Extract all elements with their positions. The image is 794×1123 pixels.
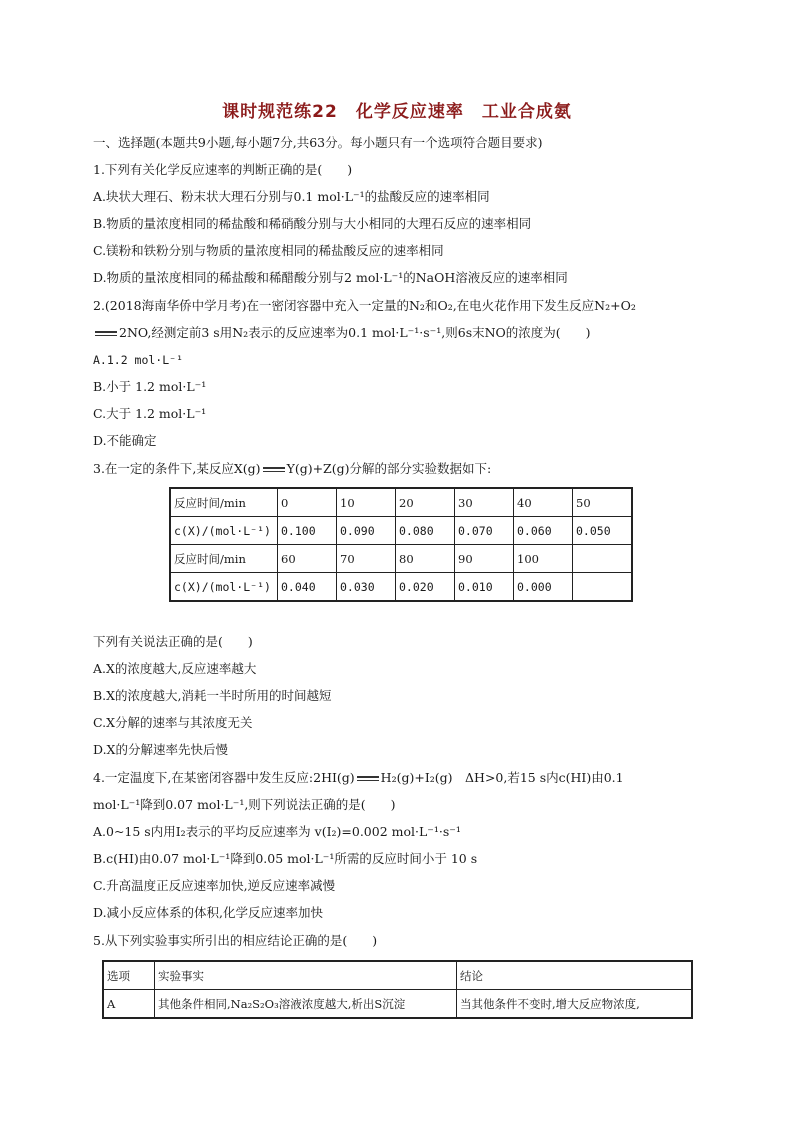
q4-option-a: A.0~15 s内用I₂表示的平均反应速率为 v(I₂)=0.002 mol·L⁻¹·s⁻¹ xyxy=(93,824,461,839)
q1-option-c: C.镁粉和铁粉分别与物质的量浓度相同的稀盐酸反应的速率相同 xyxy=(93,243,444,258)
q4-stem-line1 xyxy=(93,770,624,786)
table-cell: 0.070 xyxy=(455,517,514,545)
table-header-cell: 选项 xyxy=(103,961,155,990)
q3-option-b: B.X的浓度越大,消耗一半时所用的时间越短 xyxy=(93,688,332,703)
q3-option-c: C.X分解的速率与其浓度无关 xyxy=(93,715,253,730)
equilibrium-arrow-icon xyxy=(357,776,379,781)
table-row xyxy=(103,961,692,990)
q2-option-b: B.小于 1.2 mol·L⁻¹ xyxy=(93,379,207,394)
q3-stem-part1: 3.在一定的条件下,某反应X(g) xyxy=(93,461,261,476)
q3-stem xyxy=(93,461,491,477)
table-row xyxy=(170,573,632,602)
table-cell: 50 xyxy=(573,488,633,517)
table-cell: 反应时间/min xyxy=(170,488,278,517)
q4-stem-part2: H₂(g)+I₂(g) ΔH>0,若15 s内c(HI)由0.1 xyxy=(380,770,624,785)
table-row xyxy=(170,517,632,545)
q4-stem-line2: mol·L⁻¹降到0.07 mol·L⁻¹,则下列说法正确的是( ) xyxy=(93,797,396,812)
q3-option-a: A.X的浓度越大,反应速率越大 xyxy=(93,661,257,676)
q2-option-d: D.不能确定 xyxy=(93,433,157,448)
table-cell: 60 xyxy=(278,545,337,573)
table-header-cell: 结论 xyxy=(457,961,693,990)
table-cell: 20 xyxy=(396,488,455,517)
table-cell: 10 xyxy=(337,488,396,517)
table-cell: c(X)/(mol·L⁻¹) xyxy=(170,517,278,545)
table-cell: 0.030 xyxy=(337,573,396,602)
table-cell xyxy=(573,573,633,602)
table-cell: 反应时间/min xyxy=(170,545,278,573)
table-cell xyxy=(573,545,633,573)
table-cell: 0 xyxy=(278,488,337,517)
q2-stem-line2 xyxy=(93,325,591,341)
table-cell: 30 xyxy=(455,488,514,517)
table-cell: 0.060 xyxy=(514,517,573,545)
table-cell: 其他条件相同,Na₂S₂O₃溶液浓度越大,析出S沉淀 xyxy=(155,990,457,1019)
q4-option-b: B.c(HI)由0.07 mol·L⁻¹降到0.05 mol·L⁻¹所需的反应时间小于 10 s xyxy=(93,851,478,866)
table-cell: 70 xyxy=(337,545,396,573)
q2-option-c: C.大于 1.2 mol·L⁻¹ xyxy=(93,406,207,421)
table-row xyxy=(170,545,632,573)
table-cell: 0.020 xyxy=(396,573,455,602)
q4-option-c: C.升高温度正反应速率加快,逆反应速率减慢 xyxy=(93,878,336,893)
table-cell: 0.090 xyxy=(337,517,396,545)
table-cell: A xyxy=(103,990,155,1019)
q1-option-a: A.块状大理石、粉末状大理石分别与0.1 mol·L⁻¹的盐酸反应的速率相同 xyxy=(93,189,490,204)
table-cell: 100 xyxy=(514,545,573,573)
section-header: 一、选择题(本题共9小题,每小题7分,共63分。每小题只有一个选项符合题目要求) xyxy=(93,135,543,150)
page-title: 课时规范练22 化学反应速率 工业合成氨 xyxy=(222,102,572,122)
q1-stem: 1.下列有关化学反应速率的判断正确的是( ) xyxy=(93,162,353,177)
table-row xyxy=(170,488,632,517)
q3-stem-part2: Y(g)+Z(g)分解的部分实验数据如下: xyxy=(286,461,492,476)
q2-option-a: A.1.2 mol·L⁻¹ xyxy=(93,353,184,367)
table-header-cell: 实验事实 xyxy=(155,961,457,990)
table-row xyxy=(103,990,692,1019)
q4-stem-part1: 4.一定温度下,在某密闭容器中发生反应:2HI(g) xyxy=(93,770,355,785)
table-cell: 90 xyxy=(455,545,514,573)
table-cell: c(X)/(mol·L⁻¹) xyxy=(170,573,278,602)
table-cell: 当其他条件不变时,增大反应物浓度, xyxy=(457,990,693,1019)
table-cell: 0.100 xyxy=(278,517,337,545)
q1-option-d: D.物质的量浓度相同的稀盐酸和稀醋酸分别与2 mol·L⁻¹的NaOH溶液反应的速率相同 xyxy=(93,270,568,285)
equilibrium-arrow-icon xyxy=(263,467,285,472)
table-cell: 80 xyxy=(396,545,455,573)
table-cell: 0.000 xyxy=(514,573,573,602)
q2-stem-line1: 2.(2018海南华侨中学月考)在一密闭容器中充入一定量的N₂和O₂,在电火花作用下发生反应N₂+O₂ xyxy=(93,298,636,313)
table-cell: 0.040 xyxy=(278,573,337,602)
q3-data-table xyxy=(169,487,633,602)
q2-stem-text: 2NO,经测定前3 s用N₂表示的反应速率为0.1 mol·L⁻¹·s⁻¹,则6s末NO的浓度为( ) xyxy=(119,325,591,340)
table-cell: 40 xyxy=(514,488,573,517)
table-cell: 0.010 xyxy=(455,573,514,602)
table-cell: 0.050 xyxy=(573,517,633,545)
q5-stem: 5.从下列实验事实所引出的相应结论正确的是( ) xyxy=(93,933,378,948)
q1-option-b: B.物质的量浓度相同的稀盐酸和稀硝酸分别与大小相同的大理石反应的速率相同 xyxy=(93,216,532,231)
q4-option-d: D.减小反应体系的体积,化学反应速率加快 xyxy=(93,905,324,920)
table-cell: 0.080 xyxy=(396,517,455,545)
equilibrium-arrow-icon xyxy=(95,331,117,336)
q5-table xyxy=(102,960,693,1019)
q3-option-d: D.X的分解速率先快后慢 xyxy=(93,742,228,757)
q3-prompt: 下列有关说法正确的是( ) xyxy=(93,634,253,649)
